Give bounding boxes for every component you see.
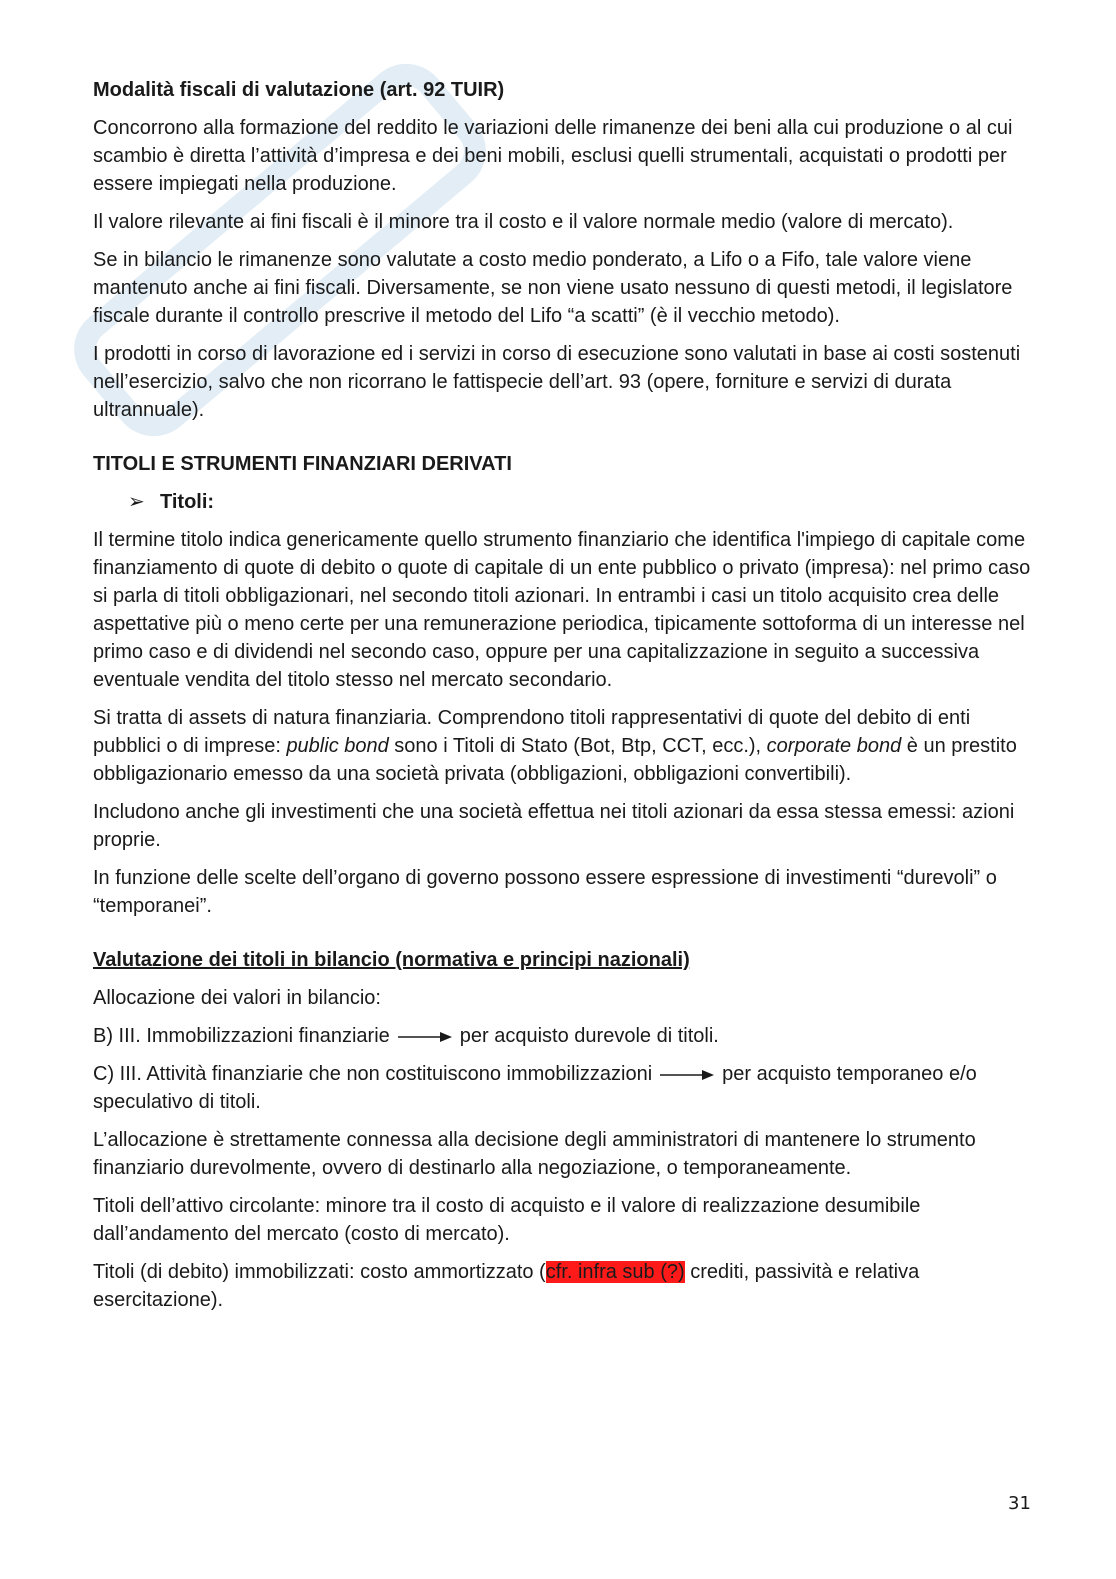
heading-modalita-fiscali: Modalità fiscali di valutazione (art. 92 TUIR) (93, 79, 505, 101)
arrowhead-bullet-icon: ➢ (128, 491, 145, 513)
term-public-bond: public bond (286, 735, 389, 757)
bullet-label: Titoli: (160, 491, 215, 513)
paragraph-9: Allocazione dei valori in bilancio: (93, 987, 381, 1009)
right-arrow-icon (658, 1069, 716, 1081)
paragraph-2: Il valore rilevante ai fini fiscali è il minore tra il costo e il valore normale medio (valore di mercato). (93, 211, 954, 233)
paragraph-10-part-a: B) III. Immobilizzazioni finanziarie (93, 1025, 390, 1047)
document-page (93, 76, 1033, 1324)
paragraph-6 (93, 704, 1033, 788)
page-number: 31 (1008, 1493, 1031, 1514)
paragraph-1: Concorrono alla formazione del reddito le variazioni delle rimanenze dei beni alla cui produzione o al cui scambio è diretta l’attività d’impresa e dei beni mobili, esclusi quelli strumentali, acquistati o prodotti per essere impiegati nella produzione. (93, 117, 1013, 195)
paragraph-8: In funzione delle scelte dell’organo di governo possono essere espressione di investimenti “durevoli” o “temporanei”. (93, 867, 997, 917)
paragraph-14-part-c: crediti, passività e relativa esercitazione). (93, 1261, 920, 1311)
bullet-titoli (93, 488, 1033, 516)
paragraph-10-part-b: per acquisto durevole di titoli. (459, 1025, 719, 1047)
paragraph-12: L’allocazione è strettamente connessa alla decisione degli amministratori di mantenere lo strumento finanziario durevolmente, ovvero di destinarlo alla negoziazione, o temporaneamente. (93, 1129, 976, 1179)
paragraph-6-part-a: Si tratta di assets di natura finanziaria. Comprendono titoli rappresentativi di quote del debito di enti pubblici o di imprese: (93, 707, 971, 757)
section-title-titoli: TITOLI E STRUMENTI FINANZIARI DERIVATI (93, 453, 512, 475)
paragraph-3: Se in bilancio le rimanenze sono valutate a costo medio ponderato, a Lifo o a Fifo, tale valore viene mantenuto anche ai fini fiscali. Diversamente, se non viene usato nessuno di questi metodi, il legislatore fiscale durante il controllo prescrive il metodo del Lifo “a scatti” (è il vecchio metodo). (93, 249, 1013, 327)
paragraph-11-part-b: per acquisto temporaneo e/o speculativo di titoli. (93, 1063, 977, 1113)
paragraph-6-part-e: è un prestito obbligazionario emesso da una società privata (obbligazioni, obbligazioni convertibili). (93, 735, 1017, 785)
heading-valutazione-titoli: Valutazione dei titoli in bilancio (normativa e principi nazionali) (93, 949, 690, 971)
highlighted-reference: cfr. infra sub (?) (545, 1261, 685, 1283)
term-corporate-bond: corporate bond (766, 735, 902, 757)
paragraph-4: I prodotti in corso di lavorazione ed i servizi in corso di esecuzione sono valutati in base ai costi sostenuti nell’esercizio, salvo che non ricorrano le fattispecie dell’art. 93 (opere, forniture e servizi di durata ultrannuale). (93, 343, 1021, 421)
paragraph-5: Il termine titolo indica genericamente quello strumento finanziario che identifica l'impiego di capitale come finanziamento di quote di debito o quote di capitale di un ente pubblico o privato (impresa): nel primo caso si parla di titoli obbligazionari, nel secondo titoli azionari. In entrambi i casi un titolo acquisito crea delle aspettative più o meno certe per una remunerazione periodica, tipicamente sottoforma di un interesse nel primo caso e di dividendi nel secondo caso, oppure per una capitalizzazione in seguito a successiva eventuale vendita del titolo stesso nel mercato secondario. (93, 529, 1031, 691)
paragraph-14-part-a: Titoli (di debito) immobilizzati: costo ammortizzato ( (93, 1261, 546, 1283)
paragraph-13: Titoli dell’attivo circolante: minore tra il costo di acquisto e il valore di realizzazione desumibile dall’andamento del mercato (costo di mercato). (93, 1195, 921, 1245)
paragraph-11 (93, 1060, 1033, 1116)
paragraph-10 (93, 1022, 1033, 1050)
right-arrow-icon (396, 1031, 454, 1043)
paragraph-11-part-a: C) III. Attività finanziarie che non costituiscono immobilizzazioni (93, 1063, 653, 1085)
paragraph-7: Includono anche gli investimenti che una società effettua nei titoli azionari da essa stessa emessi: azioni proprie. (93, 801, 1015, 851)
paragraph-6-part-c: sono i Titoli di Stato (Bot, Btp, CCT, ecc.), (388, 735, 767, 757)
paragraph-14 (93, 1258, 1033, 1314)
